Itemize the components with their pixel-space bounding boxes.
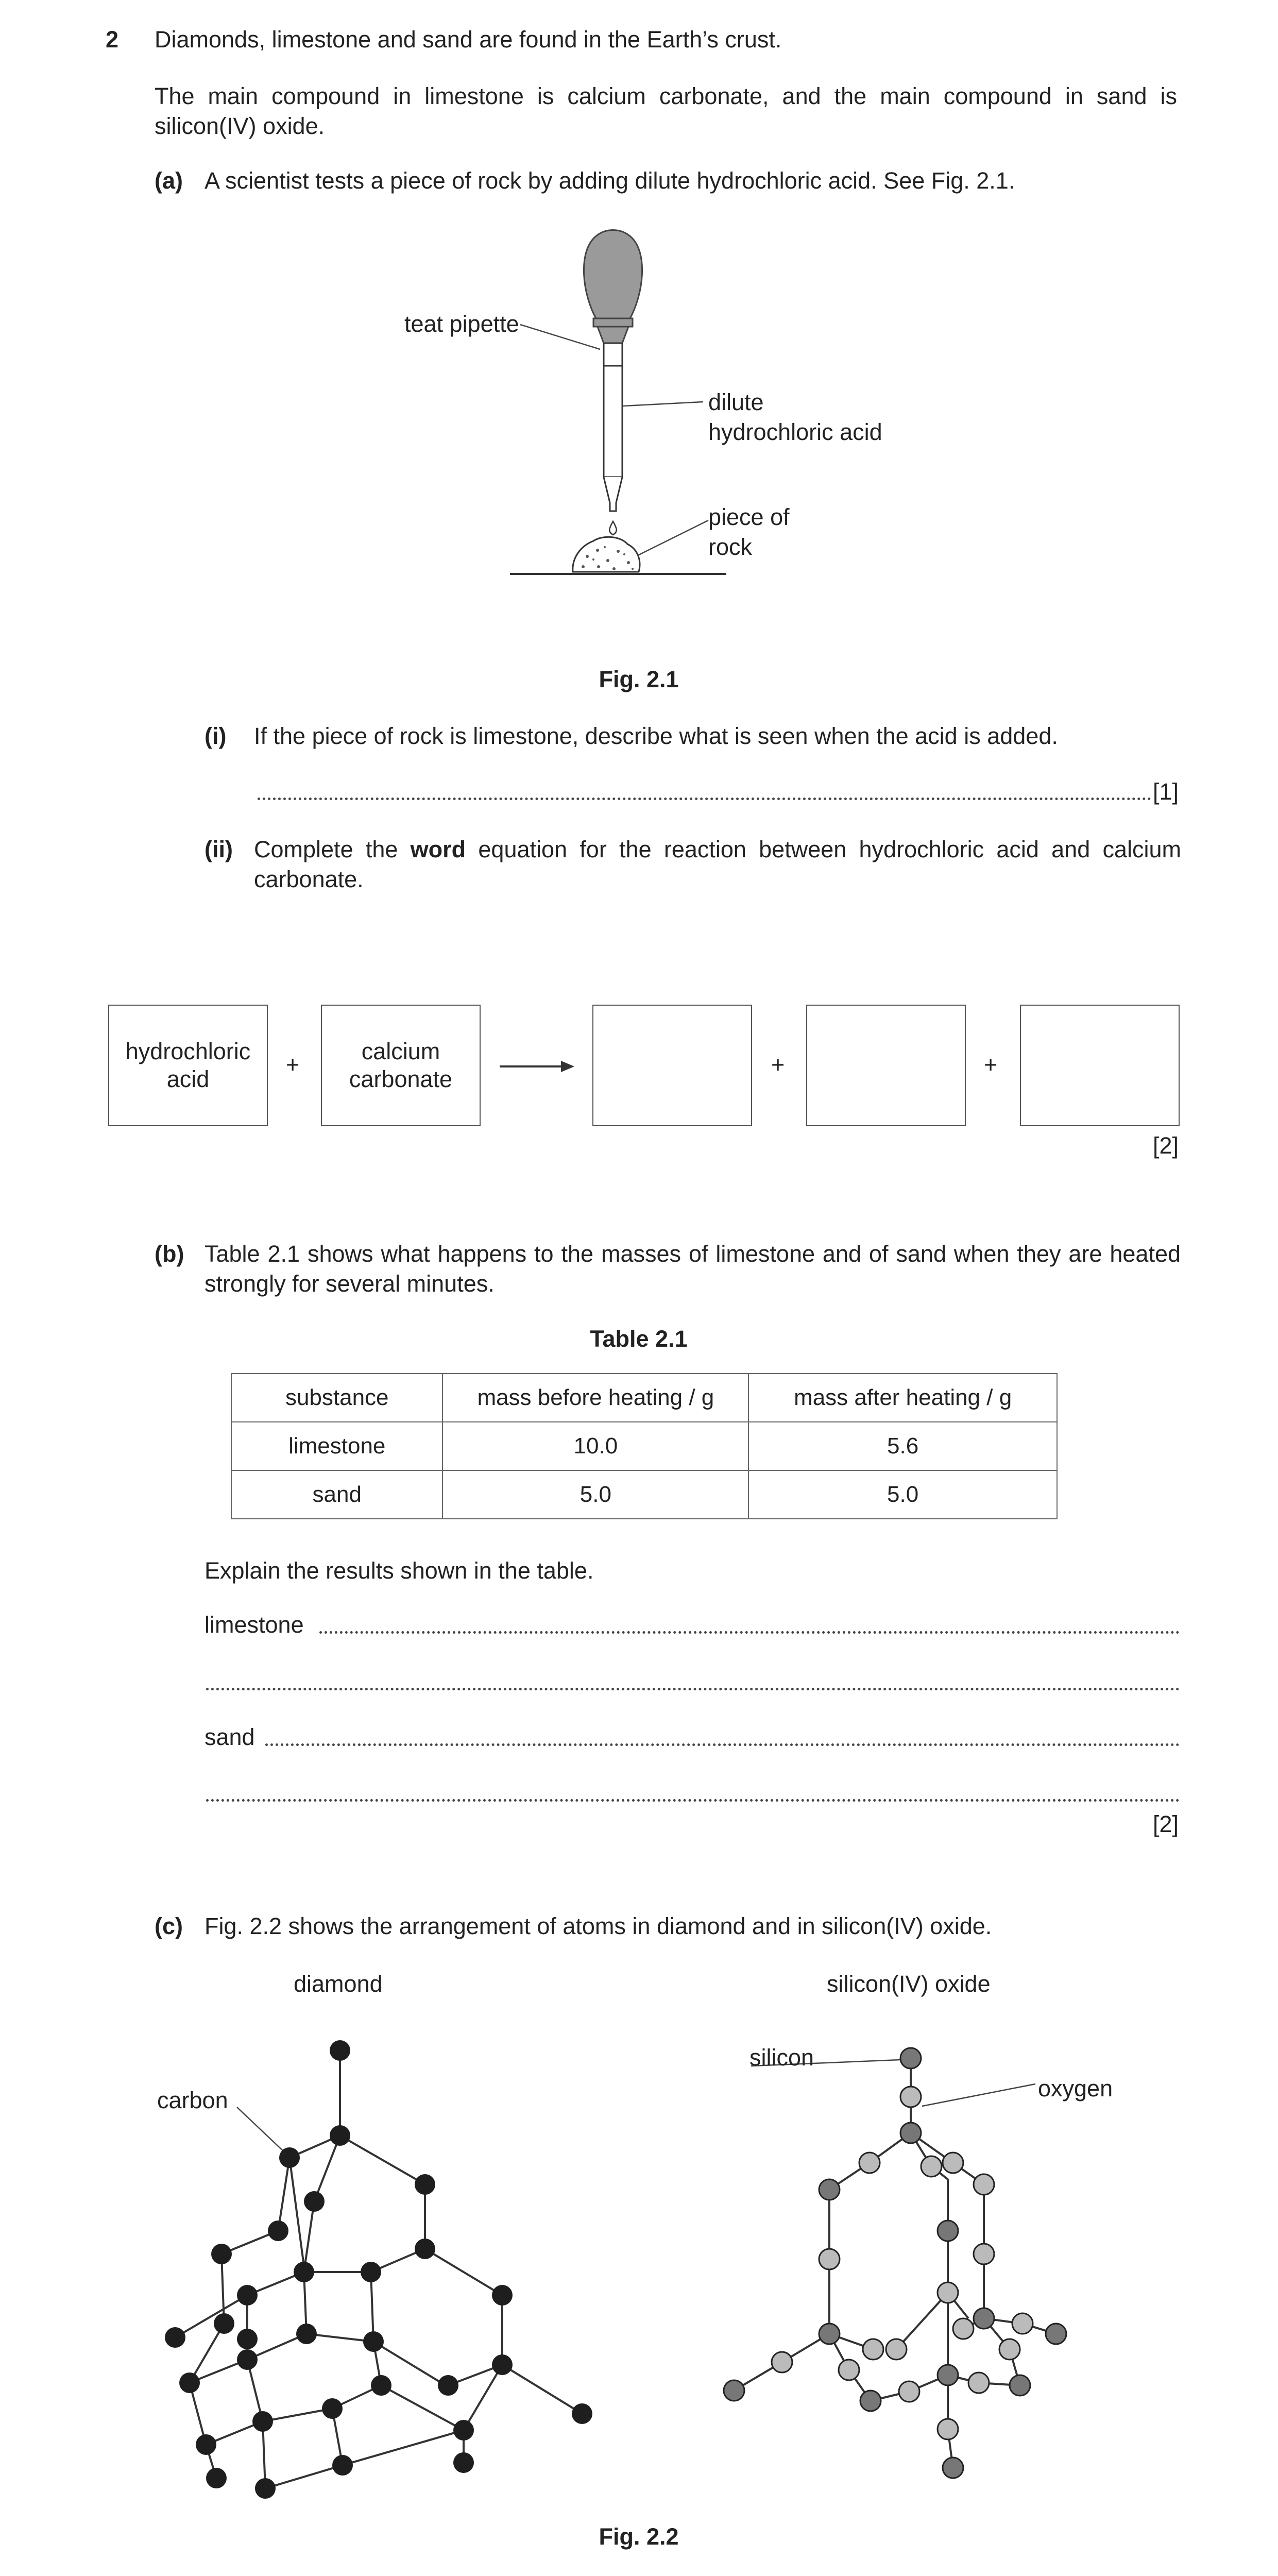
plus-sign-3: + — [984, 1052, 998, 1078]
question-number: 2 — [106, 26, 119, 53]
table-header-cell: mass before heating / g — [442, 1374, 748, 1422]
pipette-tube — [604, 343, 622, 477]
sio2-bonds — [734, 2058, 1056, 2468]
table-row — [231, 1422, 1057, 1470]
table-cell: sand — [231, 1470, 442, 1519]
equation-box-product-3[interactable] — [1020, 1005, 1180, 1126]
table-cell: 5.0 — [748, 1470, 1057, 1519]
sio2-atoms — [724, 2048, 1066, 2478]
part-a-text: A scientist tests a piece of rock by adding dilute hydrochloric acid. See Fig. 2.1. — [205, 167, 1015, 194]
diamond-title: diamond — [294, 1971, 383, 1997]
reaction-arrow-icon — [497, 1056, 580, 1077]
equation-box-product-1[interactable] — [592, 1005, 752, 1126]
carbon-leader — [237, 2107, 286, 2154]
label-teat-pipette: teat pipette — [404, 311, 519, 337]
teat-collar — [593, 318, 633, 327]
sand-label: sand — [205, 1724, 255, 1750]
part-c-label: (c) — [155, 1913, 183, 1939]
sio2-title: silicon(IV) oxide — [827, 1971, 991, 1997]
table-cell: 5.0 — [442, 1470, 748, 1519]
label-hydrochloric-acid: hydrochloric acid — [708, 419, 882, 445]
part-a-ii-label: (ii) — [205, 836, 233, 862]
equation-box-product-2[interactable] — [806, 1005, 966, 1126]
question-intro-2: The main compound in limestone is calcium carbonate, and the main compound in sand is silicon(IV) oxide. — [155, 83, 1177, 139]
teat-leader — [520, 325, 600, 349]
equation-box-calcium-carbonate: calcium carbonate — [321, 1005, 481, 1126]
question-intro-1: Diamonds, limestone and sand are found in the Earth’s crust. — [155, 26, 782, 53]
marks-a-ii: [2] — [1153, 1132, 1179, 1159]
part-b-explain: Explain the results shown in the table. — [205, 1557, 594, 1584]
label-silicon: silicon — [749, 2044, 814, 2071]
label-carbon: carbon — [157, 2087, 228, 2113]
oxygen-leader — [922, 2084, 1035, 2106]
pipette-tip — [604, 477, 622, 511]
part-b-text: Table 2.1 shows what happens to the masses of limestone and of sand when they are heated strongly for several minutes. — [205, 1241, 1181, 1297]
table-2-1-caption: Table 2.1 — [590, 1326, 688, 1352]
label-oxygen: oxygen — [1038, 2075, 1113, 2102]
table-cell: 10.0 — [442, 1422, 748, 1470]
rock-leader — [638, 520, 708, 555]
table-header-row — [231, 1374, 1057, 1422]
part-a-i-text: If the piece of rock is limestone, describe what is seen when the acid is added. — [254, 723, 1058, 749]
label-rock: rock — [708, 534, 753, 560]
acid-drop — [609, 521, 617, 535]
part-a-label: (a) — [155, 167, 183, 194]
limestone-label: limestone — [205, 1612, 304, 1638]
part-a-i-label: (i) — [205, 723, 227, 749]
teat-neck — [598, 327, 628, 343]
table-row — [231, 1470, 1057, 1519]
teat-bulb — [584, 230, 642, 320]
part-c-text: Fig. 2.2 shows the arrangement of atoms in diamond and in silicon(IV) oxide. — [205, 1913, 992, 1939]
answer-line-b-sand-1[interactable] — [265, 1743, 1180, 1746]
carbon-atoms — [165, 2040, 592, 2499]
answer-line-b-limestone-1[interactable] — [319, 1631, 1180, 1634]
plus-sign-2: + — [771, 1052, 785, 1078]
label-dilute: dilute — [708, 389, 764, 415]
table-cell: 5.6 — [748, 1422, 1057, 1470]
mass-table — [231, 1373, 1058, 1519]
answer-line-a-i[interactable] — [258, 798, 1151, 800]
equation-box-hydrochloric-acid: hydrochloric acid — [108, 1005, 268, 1126]
marks-b: [2] — [1153, 1811, 1179, 1837]
fig-2-1-caption: Fig. 2.1 — [599, 666, 679, 692]
part-a-ii-text: Complete the word equation for the reaction between hydrochloric acid and calcium carbonate. — [254, 836, 1181, 892]
table-cell: limestone — [231, 1422, 442, 1470]
label-piece-of: piece of — [708, 504, 790, 530]
marks-a-i: [1] — [1153, 778, 1179, 805]
acid-leader — [623, 402, 703, 406]
part-b-label: (b) — [155, 1241, 184, 1267]
table-header-cell: substance — [231, 1374, 442, 1422]
answer-line-b-limestone-2[interactable] — [206, 1688, 1180, 1690]
fig-2-2-caption: Fig. 2.2 — [599, 2523, 679, 2550]
answer-line-b-sand-2[interactable] — [206, 1799, 1180, 1802]
plus-sign-1: + — [286, 1052, 300, 1078]
table-header-cell: mass after heating / g — [748, 1374, 1057, 1422]
